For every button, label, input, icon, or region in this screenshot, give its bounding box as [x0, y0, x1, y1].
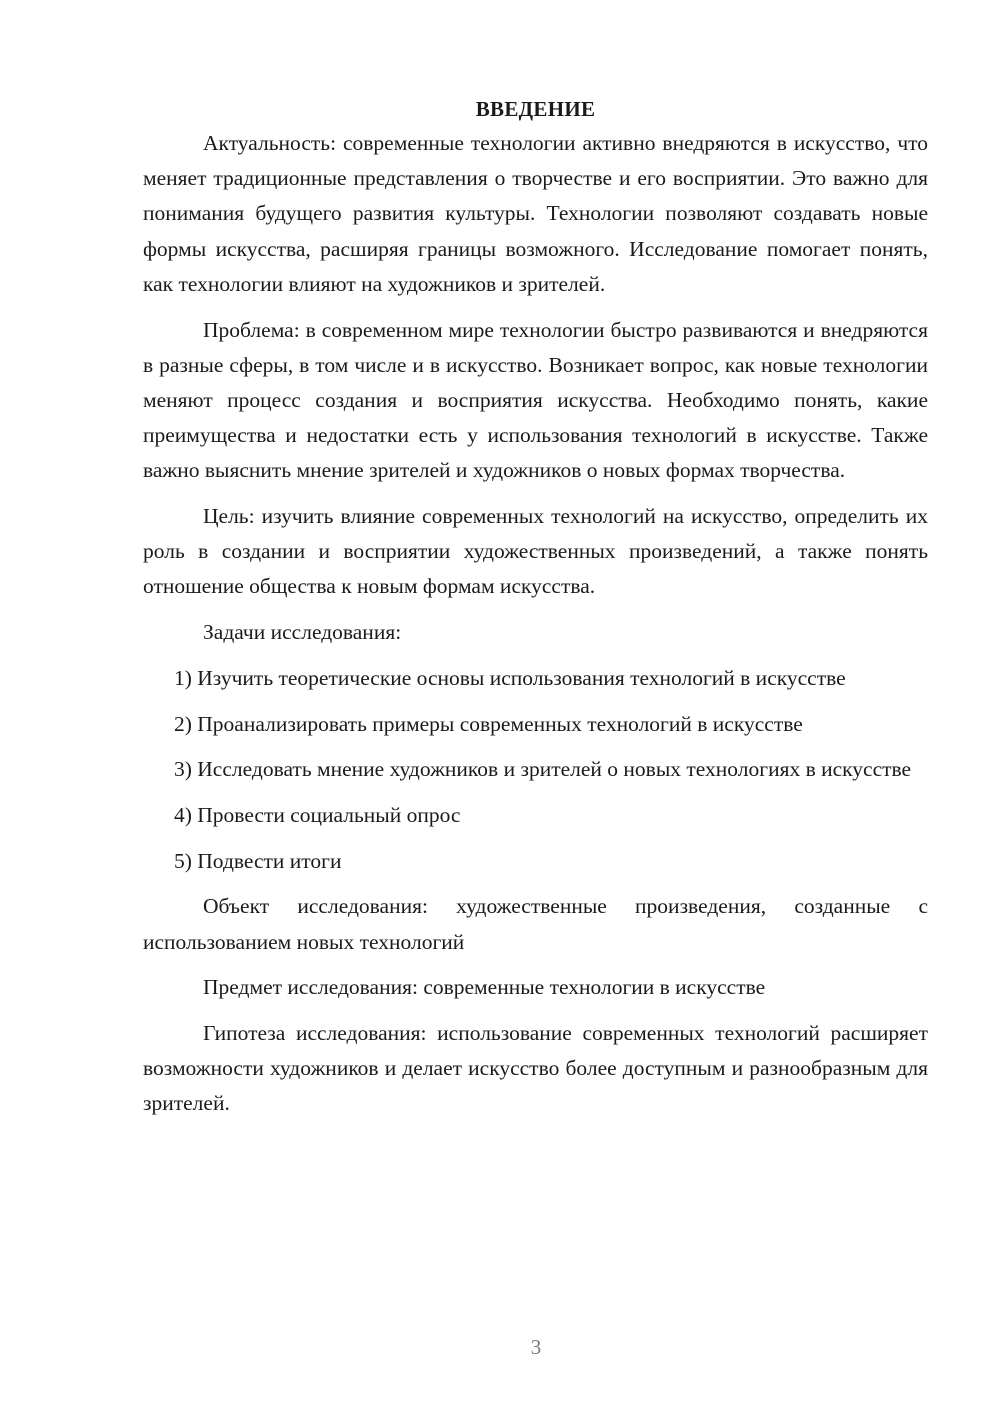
- paragraph-hypothesis: Гипотеза исследования: использование современных технологий расширяет возможности художников и делает искусство более доступным и разнообразным для зрителей.: [143, 1020, 928, 1116]
- task-item-3: 3) Исследовать мнение художников и зрителей о новых технологиях в искусстве: [174, 757, 912, 782]
- paragraph-subject: Предмет исследования: современные технологии в искусстве: [203, 975, 766, 1000]
- paragraph-problem: Проблема: в современном мире технологии быстро развиваются и внедряются в разные сферы, в том числе и в искусство. Возникает вопрос, как новые технологии меняют процесс создания и восприятия искусства. Необходимо понять, какие преимущества и недостатки есть у использования технологий в искусстве. Также важно выяснить мнение зрителей и художников о новых формах творчества.: [143, 317, 928, 483]
- page-number: 3: [530, 1335, 542, 1359]
- task-item-2: 2) Проанализировать примеры современных технологий в искусстве: [174, 711, 803, 736]
- paragraph-goal: Цель: изучить влияние современных технологий на искусство, определить их роль в создании и восприятии художественных произведений, а также понять отношение общества к новым формам искусства.: [143, 504, 928, 599]
- tasks-heading: Задачи исследования:: [203, 620, 402, 645]
- section-title: ВВЕДЕНИЕ: [475, 97, 596, 121]
- paragraph-relevance: Актуальность: современные технологии активно внедряются в искусство, что меняет традиционные представления о творчестве и его восприятии. Это важно для понимания будущего развития культуры. Технологии позволяют создавать новые формы искусства, расширяя границы возможного. Исследование помогает понять, как технологии влияют на художников и зрителей.: [143, 131, 928, 296]
- task-item-1: 1) Изучить теоретические основы использования технологий в искусстве: [174, 665, 846, 690]
- task-item-5: 5) Подвести итоги: [174, 848, 342, 873]
- task-item-4: 4) Провести социальный опрос: [174, 802, 461, 827]
- paragraph-object: Объект исследования: художественные произведения, созданные с использованием новых технологий: [143, 894, 928, 954]
- document-page: [143, 92, 928, 1132]
